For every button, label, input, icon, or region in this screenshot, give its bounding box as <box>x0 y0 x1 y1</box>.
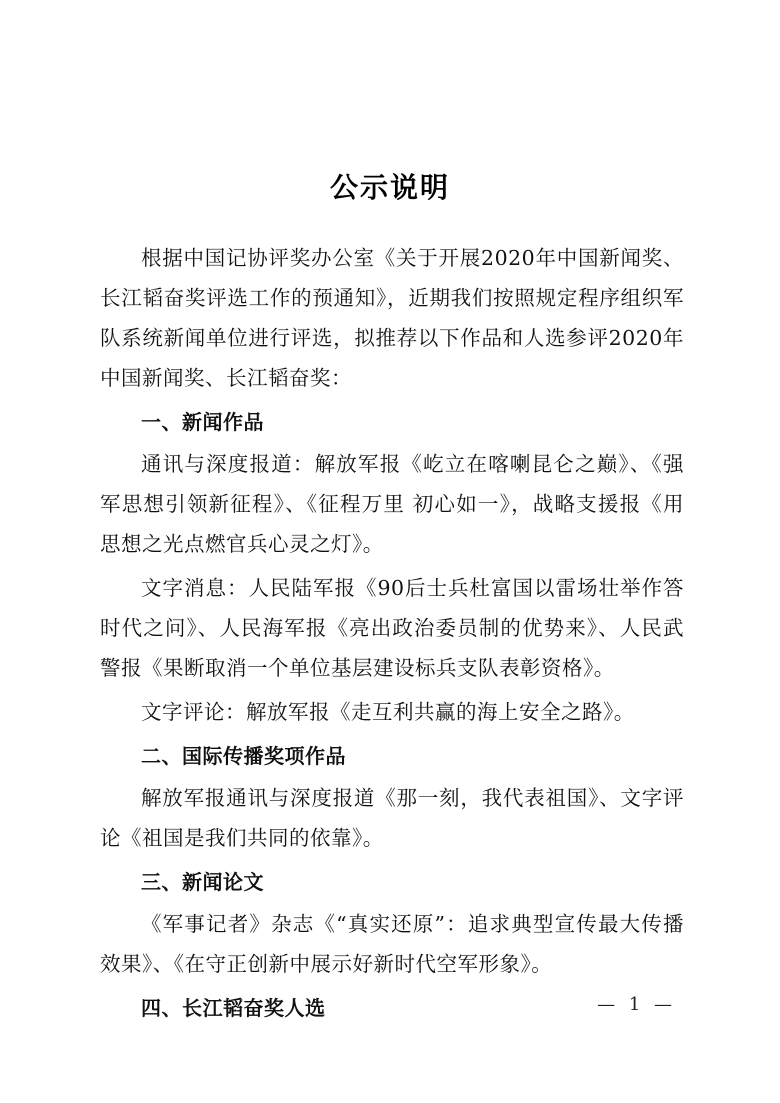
intro-paragraph: 根据中国记协评奖办公室《关于开展2020年中国新闻奖、长江韬奋奖评选工作的预通知》，近期我们按照规定程序组织军队系统新闻单位进行评选，拟推荐以下作品和人选参评2020年中国新闻奖、长江韬奋奖： <box>100 246 684 390</box>
section-heading-international: 二、国际传播奖项作品 <box>141 744 346 768</box>
paragraph-text-commentary: 文字评论：解放军报《走互利共赢的海上安全之路》。 <box>141 700 635 724</box>
document-title: 公示说明 <box>329 171 450 204</box>
paragraph-in-depth-reports: 通讯与深度报道：解放军报《屹立在喀喇昆仑之巅》、《强军思想引领新征程》、《征程万里 初心如一》，战略支援报《用思想之光点燃官兵心灵之灯》。 <box>100 452 684 556</box>
section-heading-news-works: 一、新闻作品 <box>141 410 264 434</box>
paragraph-text-news: 文字消息：人民陆军报《90后士兵杜富国以雷场壮举作答时代之问》、人民海军报《亮出政治委员制的优势来》、人民武警报《果断取消一个单位基层建设标兵支队表彰资格》。 <box>100 576 684 680</box>
section-heading-news-papers: 三、新闻论文 <box>141 870 264 894</box>
page-number: — 1 — <box>597 994 676 1015</box>
document-body <box>100 238 684 1030</box>
paragraph-news-papers: 《军事记者》杂志《“真实还原”：追求典型宣传最大传播效果》、《在守正创新中展示好新时代空军形象》。 <box>100 912 684 976</box>
section-heading-award-candidates: 四、长江韬奋奖人选 <box>141 996 326 1020</box>
paragraph-international-works: 解放军报通讯与深度报道《那一刻，我代表祖国》、文字评论《祖国是我们共同的依靠》。 <box>100 786 684 850</box>
